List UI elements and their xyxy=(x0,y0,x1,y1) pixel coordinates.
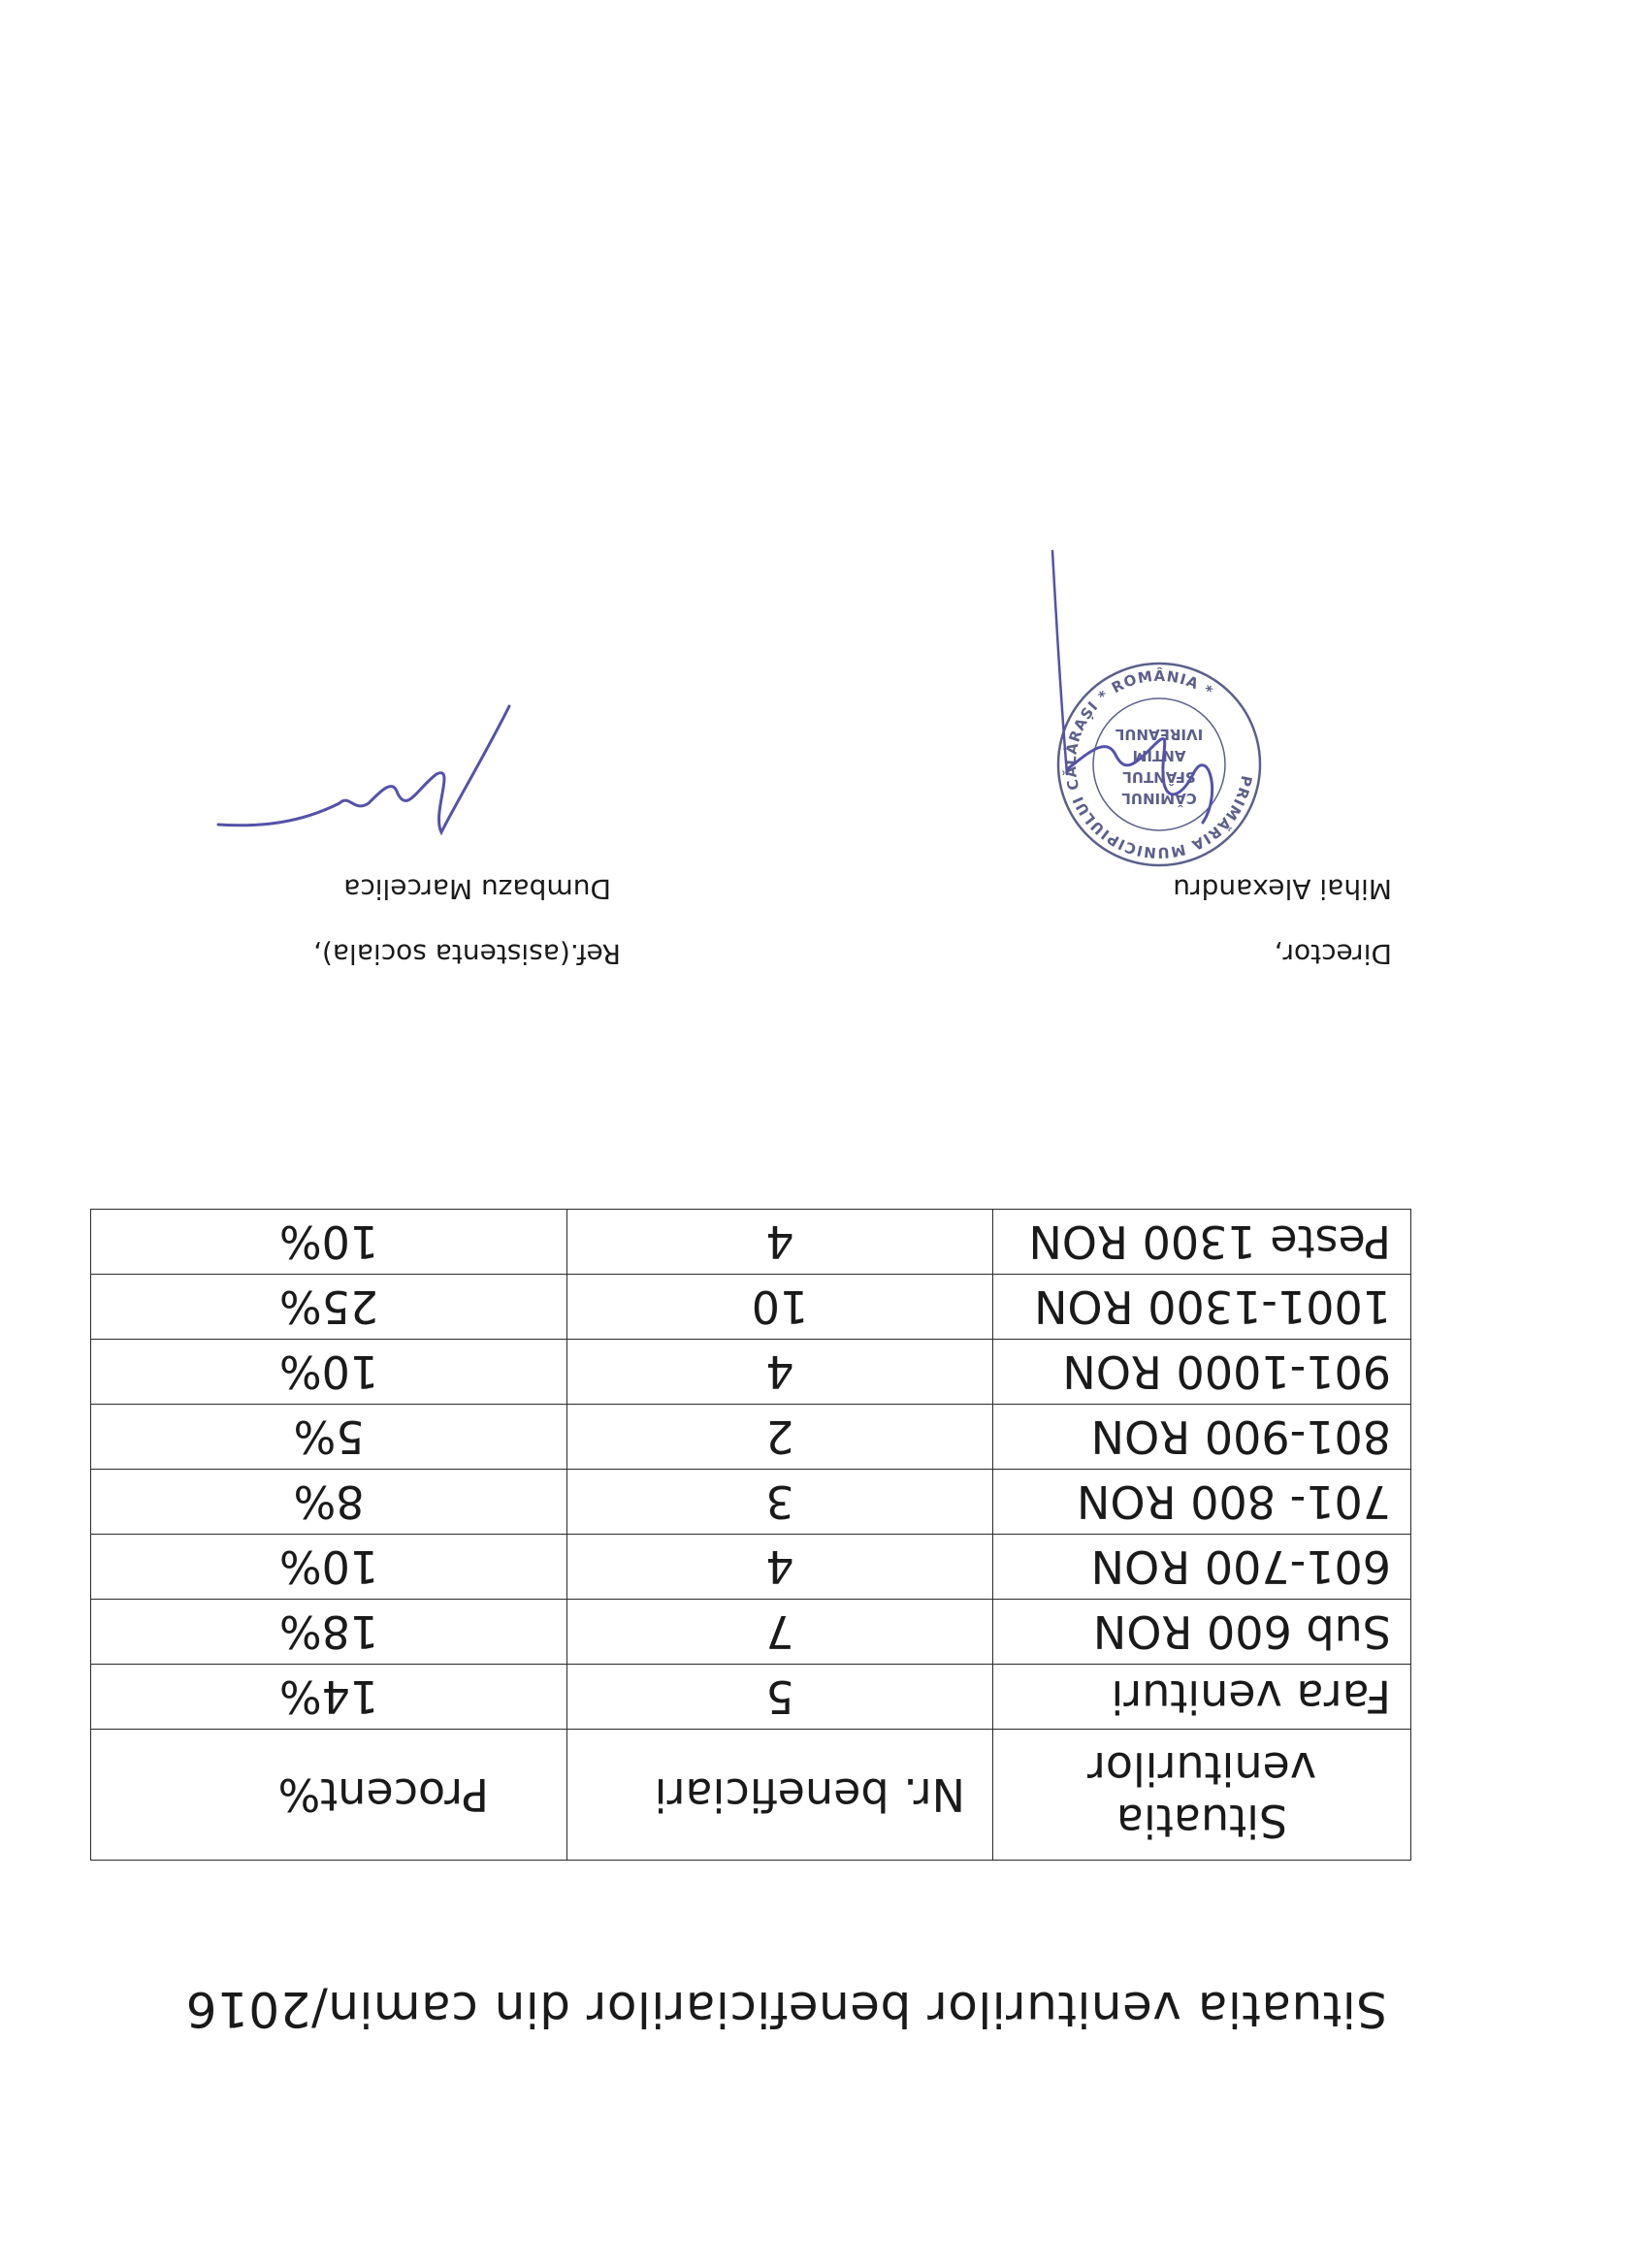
beneficiaries-count-cell: 4 xyxy=(567,1340,993,1405)
stamp-outer-text: PRIMĂRIA MUNICIPIULUI CĂLĂRAȘI * ROMÂNIA * xyxy=(1061,666,1256,862)
director-name: Mihai Alexandru xyxy=(1173,873,1392,905)
beneficiaries-count-cell: 2 xyxy=(567,1405,993,1470)
beneficiaries-count-cell: 5 xyxy=(567,1665,993,1730)
percent-cell: 8% xyxy=(91,1470,567,1535)
social-worker-title: Ref.(asistenta sociala), xyxy=(313,938,621,970)
percent-cell: 18% xyxy=(91,1600,567,1665)
table-row xyxy=(91,1340,1411,1405)
table-row xyxy=(91,1210,1411,1275)
income-category-cell: 901-1000 RON xyxy=(993,1340,1411,1405)
table-row xyxy=(91,1275,1411,1340)
beneficiaries-count-cell: 7 xyxy=(567,1600,993,1665)
social-worker-signature xyxy=(213,687,524,871)
beneficiaries-count-cell: 4 xyxy=(567,1210,993,1275)
header-income-status: Situatia veniturilor xyxy=(993,1730,1411,1861)
percent-cell: 10% xyxy=(91,1535,567,1600)
income-category-cell: 801-900 RON xyxy=(993,1405,1411,1470)
beneficiaries-count-cell: 10 xyxy=(567,1275,993,1340)
social-worker-name: Dumbazu Marcelica xyxy=(343,873,611,905)
beneficiaries-count-cell: 4 xyxy=(567,1535,993,1600)
director-title: Director, xyxy=(1274,938,1392,970)
income-category-cell: 1001-1300 RON xyxy=(993,1275,1411,1340)
stamp-line-1: CĂMINUL xyxy=(1121,790,1197,807)
income-category-cell: Fara venituri xyxy=(993,1665,1411,1730)
table-row xyxy=(91,1600,1411,1665)
header-percent: Procent% xyxy=(91,1730,567,1861)
stamp-line-2: SFÂNTUL xyxy=(1122,768,1196,786)
percent-cell: 10% xyxy=(91,1210,567,1275)
document-title: Situatia veniturilor beneficiarilor din camin/2016 xyxy=(185,1981,1387,2037)
income-table-body xyxy=(91,1210,1411,1861)
table-row xyxy=(91,1665,1411,1730)
percent-cell: 5% xyxy=(91,1405,567,1470)
table-row xyxy=(91,1470,1411,1535)
income-category-cell: Peste 1300 RON xyxy=(993,1210,1411,1275)
percent-cell: 10% xyxy=(91,1340,567,1405)
income-table xyxy=(90,1209,1411,1861)
table-row xyxy=(91,1405,1411,1470)
percent-cell: 25% xyxy=(91,1275,567,1340)
header-beneficiaries-count: Nr. beneficiari xyxy=(567,1730,993,1861)
table-row xyxy=(91,1535,1411,1600)
beneficiaries-count-cell: 3 xyxy=(567,1470,993,1535)
percent-cell: 14% xyxy=(91,1665,567,1730)
director-signature xyxy=(1009,541,1261,861)
income-category-cell: 601-700 RON xyxy=(993,1535,1411,1600)
income-category-cell: 701- 800 RON xyxy=(993,1470,1411,1535)
table-header-row xyxy=(91,1730,1411,1861)
stamp-line-3: ANTIM xyxy=(1132,747,1186,764)
income-category-cell: Sub 600 RON xyxy=(993,1600,1411,1665)
stamp-line-4: IVIREANUL xyxy=(1115,726,1204,743)
